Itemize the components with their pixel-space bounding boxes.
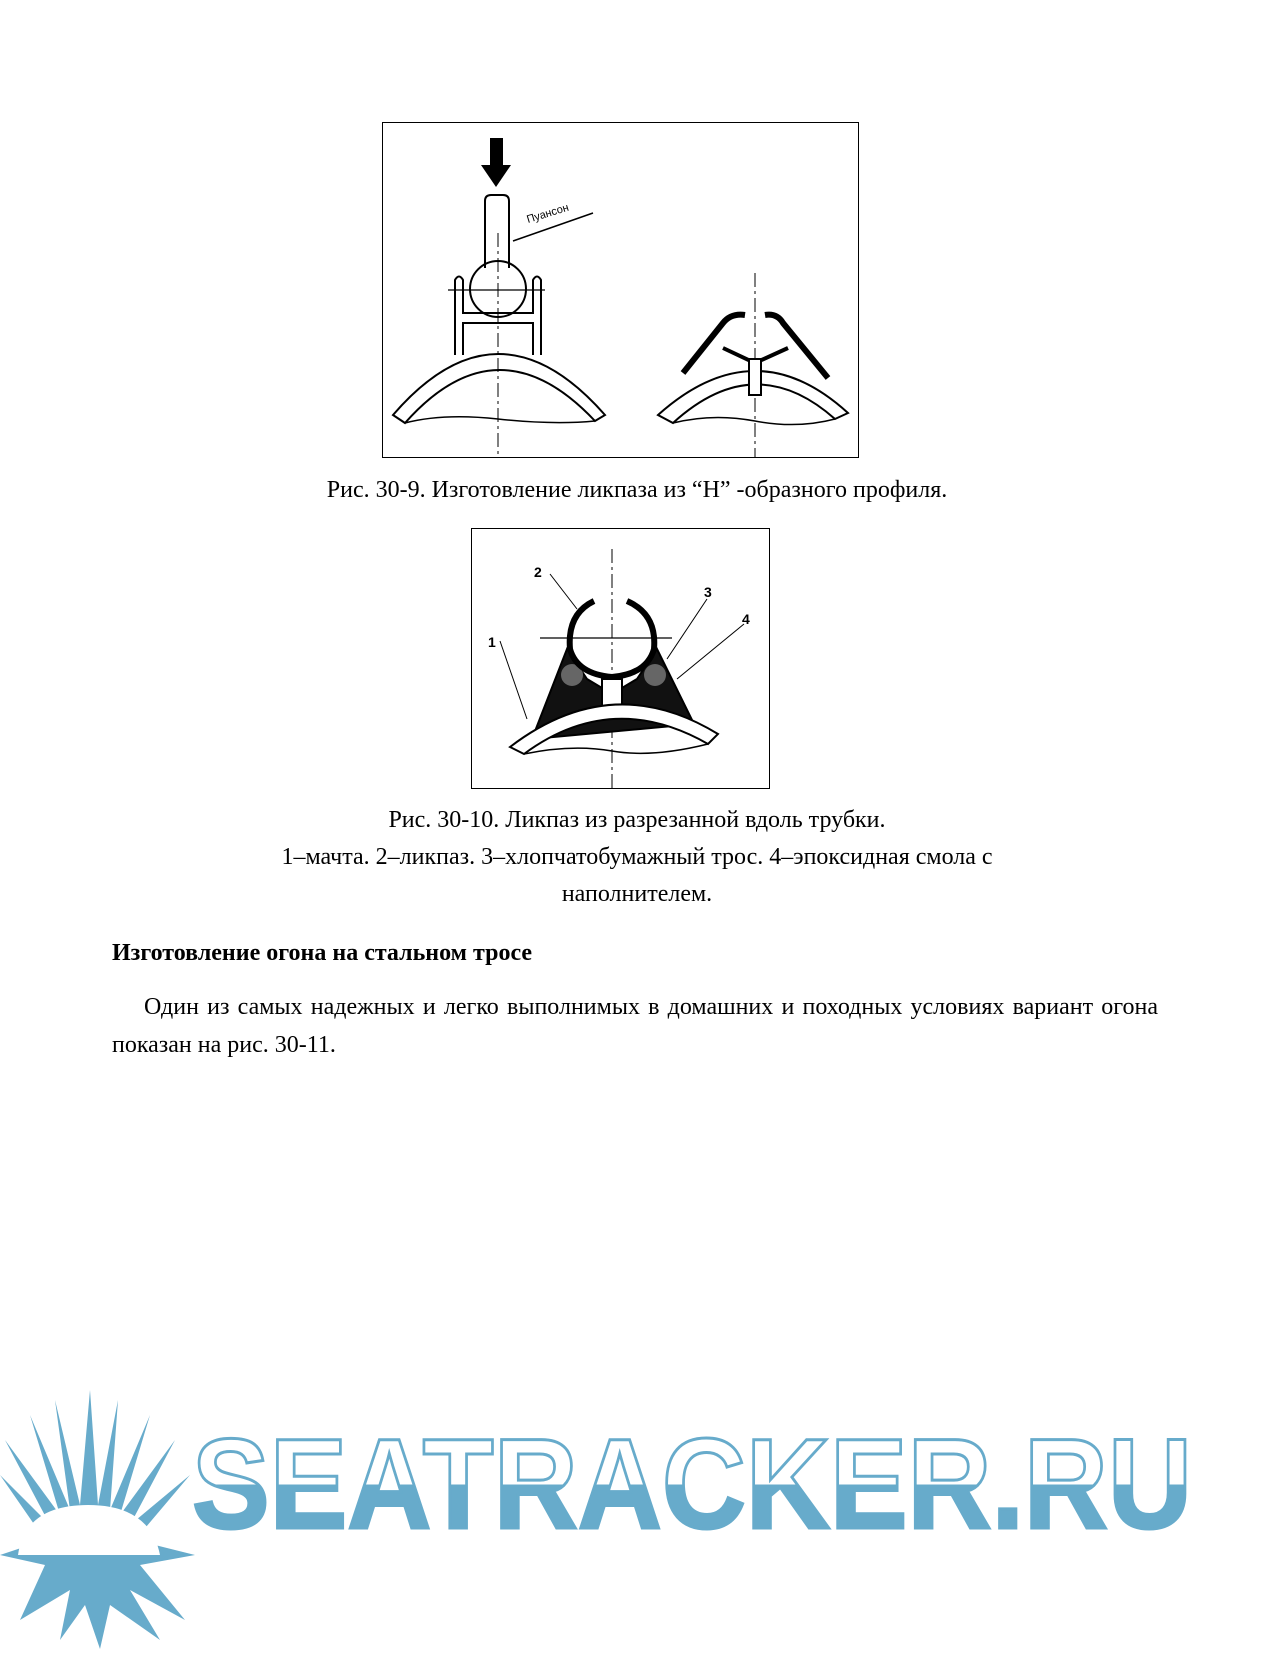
figure-30-9 (382, 122, 859, 458)
watermark-text: SEATRACKER.RU (192, 1413, 1192, 1556)
callout-2: 2 (534, 564, 542, 580)
figure-30-10-caption: Рис. 30-10. Ликпаз из разрезанной вдоль трубки. (388, 807, 886, 833)
figure-30-10-legend-line1: 1–мачта. 2–ликпаз. 3–хлопчатобумажный трос. 4–эпоксидная смола с (281, 844, 993, 870)
section-heading: Изготовление огона на стальном тросе (112, 940, 533, 966)
body-paragraph: Один из самых надежных и легко выполнимых в домашних и походных условиях вариант огона показан на рис. 30-11. (112, 994, 1158, 1058)
split-tube-diagram (472, 529, 769, 788)
figure-30-10 (471, 528, 770, 789)
punch-label: Пуансон (525, 201, 571, 226)
seatracker-watermark (0, 1380, 1274, 1654)
figure-30-10-legend-line2: наполнителем. (561, 881, 713, 907)
sun-icon (0, 1390, 195, 1649)
callout-3: 3 (704, 584, 712, 600)
callout-4: 4 (742, 611, 750, 627)
h-profile-diagram (383, 123, 858, 457)
figure-30-9-caption: Рис. 30-9. Изготовление ликпаза из “H” -образного профиля. (326, 477, 948, 503)
callout-1: 1 (488, 634, 496, 650)
